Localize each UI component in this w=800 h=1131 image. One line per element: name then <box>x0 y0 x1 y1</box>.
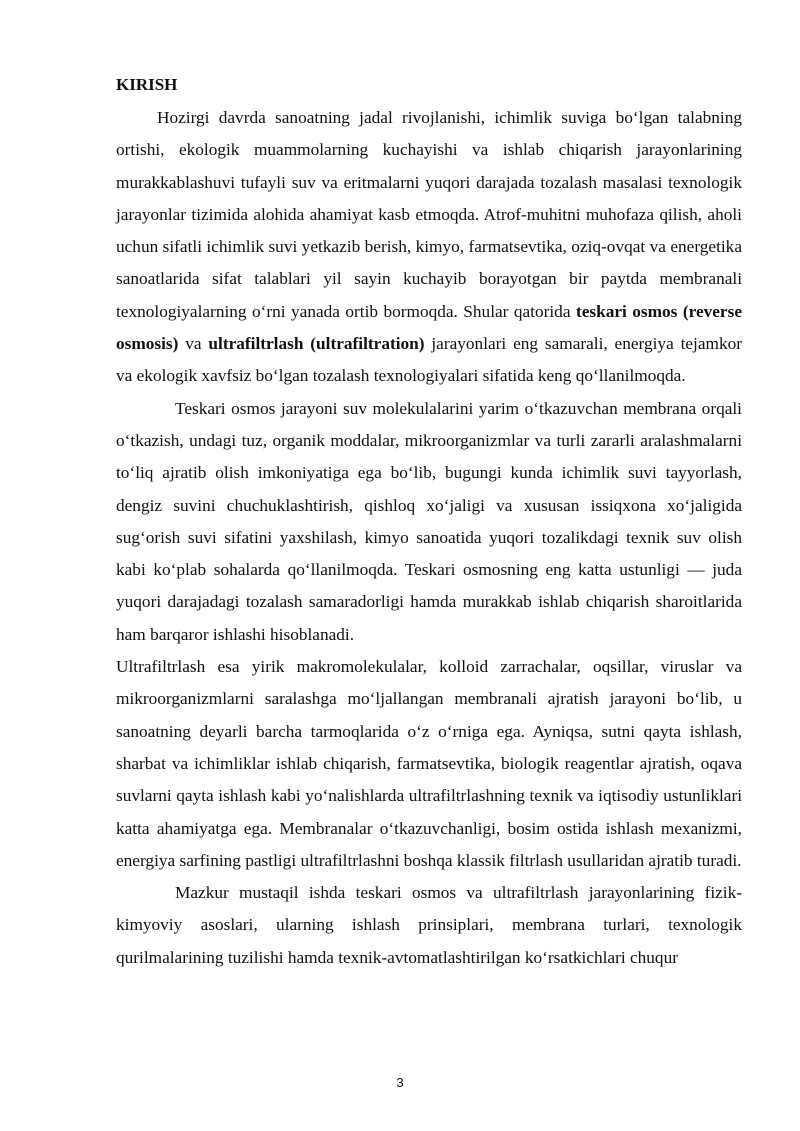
section-heading: KIRISH <box>116 75 178 94</box>
paragraph-text: Mazkur mustaqil ishda teskari osmos va ultrafiltrlash jarayonlarining fizik-kimyoviy asoslari, ularning ishlash prinsiplari, membrana turlari, texnologik qurilmalarining tuzilishi hamda texnik-avtomatlashtirilgan koʻrsatkichlari chuqur <box>116 883 742 967</box>
paragraph-text: jarayonlari eng samarali, energiya tejamkor va ekologik xavfsiz boʻlgan tozalash texnologiyalari sifatida keng qoʻllanilmoqda. <box>116 334 743 386</box>
body-paragraph <box>116 651 742 877</box>
body-paragraph <box>116 102 742 393</box>
paragraph-text: Teskari osmos jarayoni suv molekulalarini yarim oʻtkazuvchan membrana orqali oʻtkazish, undagi tuz, organik moddalar, mikroorganizmlar va turli zararli aralashmalarni toʻliq ajratib olish imkoniyatiga ega boʻlib, bugungi kunda ichimlik suvi tayyorlash, dengiz suvini chuchuklashtirish, qishloq xoʻjaligi va xususan issiqxona xoʻjaligida sugʻorish suvi sifatini yaxshilash, kimyo sanoatida yuqori tozalikdagi texnik suv olish kabi koʻplab sohalarda qoʻllanilmoqda. Teskari osmosning eng katta ustunligi — juda yuqori darajadagi tozalash samaradorligi hamda murakkab ishlab chiqarish sharoitlarida ham barqaror ishlashi hisoblanadi. <box>116 398 742 644</box>
paragraph-text: va <box>178 334 209 354</box>
paragraph-text: Ultrafiltrlash esa yirik makromolekulalar, kolloid zarrachalar, oqsillar, viruslar va mikroorganizmlarni saralashga moʻljallangan membranali ajratish jarayoni boʻlib, u sanoatning deyarli barcha tarmoqlarida oʻz oʻrniga ega. Ayniqsa, sutni qayta ishlash, sharbat va ichimliklar ishlab chiqarish, farmatsevtika, biologik reagentlar ajratish, oqava suvlarni qayta ishlash kabi yoʻnalishlarda ultrafiltrlashning texnik va iqtisodiy ustunliklari katta ahamiyatga ega. Membranalar oʻtkazuvchanligi, bosim ostida ishlash mexanizmi, energiya sarfining pastligi ultrafiltrlashni boshqa klassik filtrlash usullaridan ajratib turadi. <box>116 657 742 870</box>
paragraph-text: Hozirgi davrda sanoatning jadal rivojlanishi, ichimlik suviga boʻlgan talabning ortishi, ekologik muammolarning kuchayishi va ishlab chiqarish jarayonlarining murakkablashuvi tufayli suv va eritmalarni yuqori darajada tozalash masalasi texnologik jarayonlar tizimida alohida ahamiyat kasb etmoqda. Atrof-muhitni muhofaza qilish, aholi uchun sifatli ichimlik suvi yetkazib berish, kimyo, farmatsevtika, oziq-ovqat va energetika sanoatlarida sifat talablari yil sayin kuchayib borayotgan bir paytda membranali texnologiyalarning oʻrni yanada ortib bormoqda. Shular qatorida <box>116 108 742 321</box>
body-paragraph <box>116 877 742 974</box>
bold-term: ultrafiltrlash (ultrafiltration) <box>208 334 425 354</box>
body-text <box>116 102 742 974</box>
page-number: 3 <box>396 1075 404 1090</box>
bold-term: teskari osmos (reverse osmosis) <box>116 301 742 354</box>
body-paragraph <box>116 393 742 651</box>
